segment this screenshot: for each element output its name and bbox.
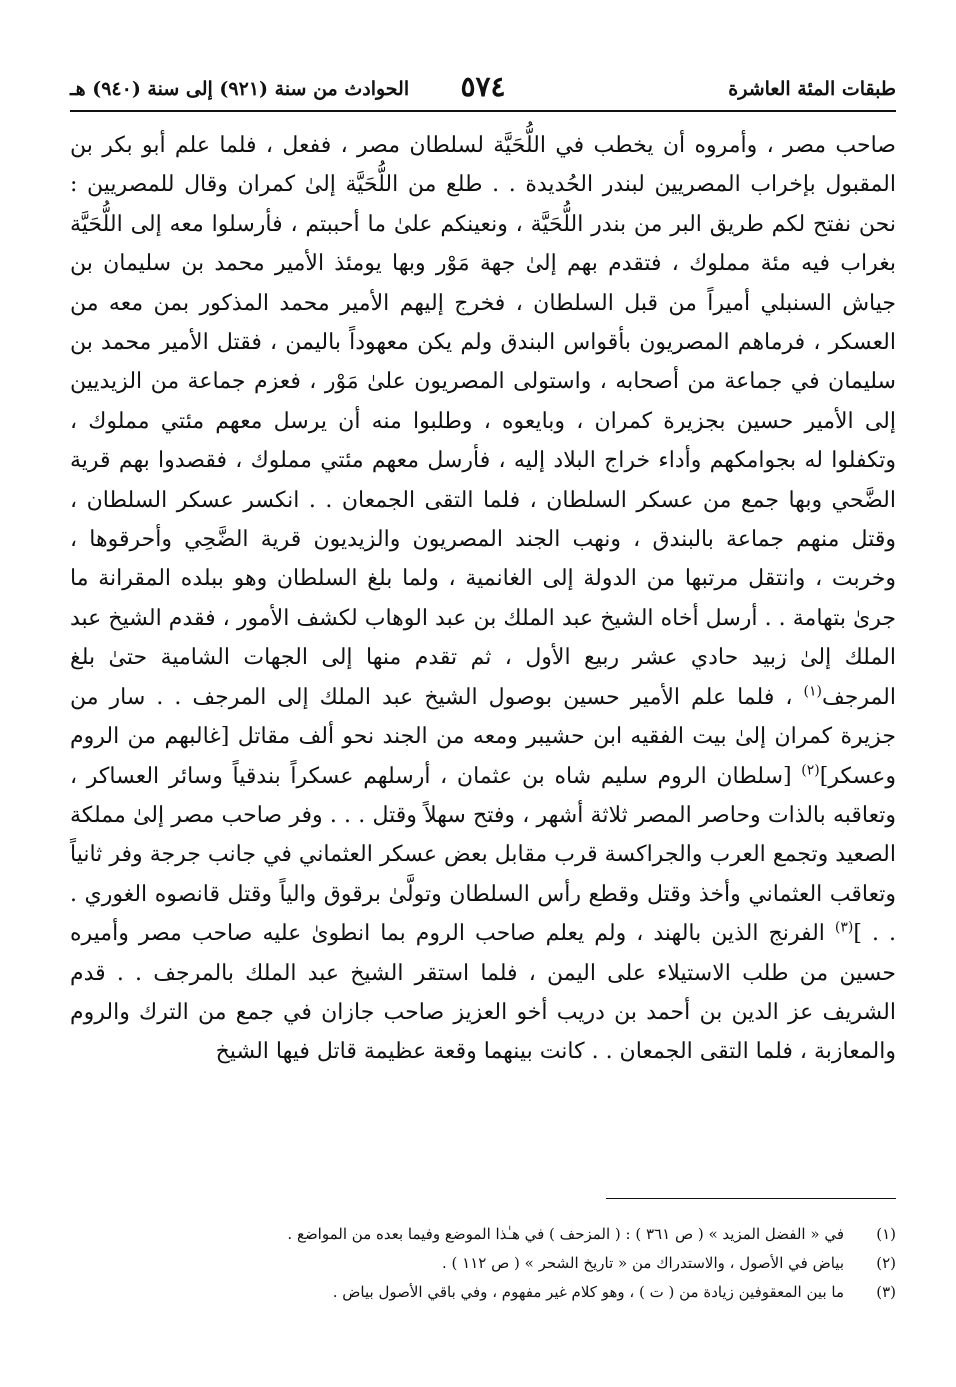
footnote-ref-3: (٣)	[834, 919, 854, 936]
text-segment-1: صاحب مصر ، وأمروه أن يخطب في اللُّحَيَّة لسلطان مصر ، ففعل ، فلما علم أبو بكر بن المقبول بإخراب المصريين لبندر الحُديدة . . طلع من اللُّحَيَّة إلىٰ كمران وقال للمصريين : نحن نفتح لكم طريق البر من بندر اللُّحَيَّة ، ونعينكم علىٰ ما أحببتم ، فأرسلوا معه إلى اللُّحَيَّة بغراب فيه مئة مملوك ، فتقدم بهم إلىٰ جهة مَوْر وبها يومئذ الأمير محمد بن سليمان بن جياش السنبلي أميراً من قبل السلطان ، فخرج إليهم الأمير محمد المذكور بمن معه من العسكر ، فرماهم المصريون بأقواس البندق ولم يكن معهوداً باليمن ، فقتل الأمير محمد بن سليمان في جماعة من أصحابه ، واستولى المصريون علىٰ مَوْر ، فعزم جماعة من الزيديين إلى الأمير حسين بجزيرة كمران ، وبايعوه ، وطلبوا منه أن يرسل معهم مئتي مملوك ، وتكفلوا له بجوامكهم وأداء خراج البلاد إليه ، فأرسل معهم مئتي مملوك ، فقصدوا بهم قرية الضَّحي وبها جمع من عسكر السلطان ، فلما التقى الجمعان . . انكسر عسكر السلطان ، وقتل منهم جماعة بالبندق ، ونهب الجند المصريون والزيديون قرية الضَّحِي وأحرقوها ، وخربت ، وانتقل مرتبها من الدولة إلى الغانمية ، ولما بلغ السلطان وهو ببلده المقرانة ما جرىٰ بتهامة . . أرسل أخاه الشيخ عبد الملك بن عبد الوهاب لكشف الأمور ، فقدم الشيخ عبد الملك إلىٰ زبيد حادي عشر ربيع الأول ، ثم تقدم منها إلى الجهات الشامية حتىٰ بلغ المرجف	[70, 133, 896, 710]
main-paragraph	[70, 126, 896, 1072]
running-header	[70, 70, 896, 106]
text-segment-4: الفرنج الذين بالهند ، ولم يعلم صاحب الروم بما انطوىٰ عليه صاحب مصر وأميره حسين من طلب الاستيلاء على اليمن ، فلما استقر الشيخ عبد الملك بالمرجف . . قدم الشريف عز الدين بن أحمد بن دريب أخو العزيز صاحب جازان في جمع من الترك والروم والمعازبة ، فلما التقى الجمعان . . كانت بينهما وقعة عظيمة قاتل فيها الشيخ	[70, 921, 896, 1065]
footnote-ref-2: (٢)	[801, 762, 820, 779]
footnotes	[70, 1220, 896, 1307]
main-text	[70, 126, 896, 1072]
footnote-number: (١)	[876, 1225, 896, 1243]
book-title: طبقات المئة العاشرة	[728, 78, 896, 100]
text-segment-3: [سلطان الروم سليم شاه بن عثمان ، أرسلهم عسكراً بندقياً وسائر العساكر ، وتعاقبه بالذات وحاصر المصر ثلاثة أشهر ، وفتح سهلاً وقتل . . . وفر صاحب مصر إلىٰ مملكة الصعيد وتجمع العرب والجراكسة قرب مقابل بعض عسكر العثماني في جانب جرجة وفر ثانياً وتعاقب العثماني وأخذ وقتل وقطع رأس السلطان وتولَّىٰ برقوق والياً وقتل قانصوه الغوري . . . ]	[70, 763, 896, 947]
footnote-ref-1: (١)	[803, 683, 822, 700]
section-title: الحوادث من سنة (٩٢١) إلى سنة (٩٤٠) هـ	[70, 78, 410, 100]
text-segment-2: ، فلما علم الأمير حسين بوصول الشيخ عبد الملك إلى المرجف . . سار من جزيرة كمران إلىٰ بيت الفقيه ابن حشيبر ومعه من الجند نحو ألف مقاتل [غالبهم من الروم وعسكر]	[70, 684, 896, 789]
header-divider	[70, 110, 896, 112]
footnote-1	[70, 1220, 896, 1249]
footnote-divider	[606, 1198, 896, 1199]
book-page	[70, 60, 896, 1360]
footnote-number: (٢)	[876, 1254, 896, 1272]
footnote-number: (٣)	[876, 1283, 896, 1301]
footnote-3	[70, 1278, 896, 1307]
footnote-text: في « الفضل المزيد » ( ص ٣٦١ ) : ( المزحف ) في هـٰذا الموضع وفيما بعده من المواضع .	[287, 1225, 844, 1243]
footnote-2	[70, 1249, 896, 1278]
footnote-text: بياض في الأصول ، والاستدراك من « تاريخ الشحر » ( ص ١١٢ ) .	[442, 1254, 844, 1272]
page-number: ٥٧٤	[460, 70, 506, 103]
footnote-text: ما بين المعقوفين زيادة من ( ت ) ، وهو كلام غير مفهوم ، وفي باقي الأصول بياض .	[332, 1283, 844, 1301]
